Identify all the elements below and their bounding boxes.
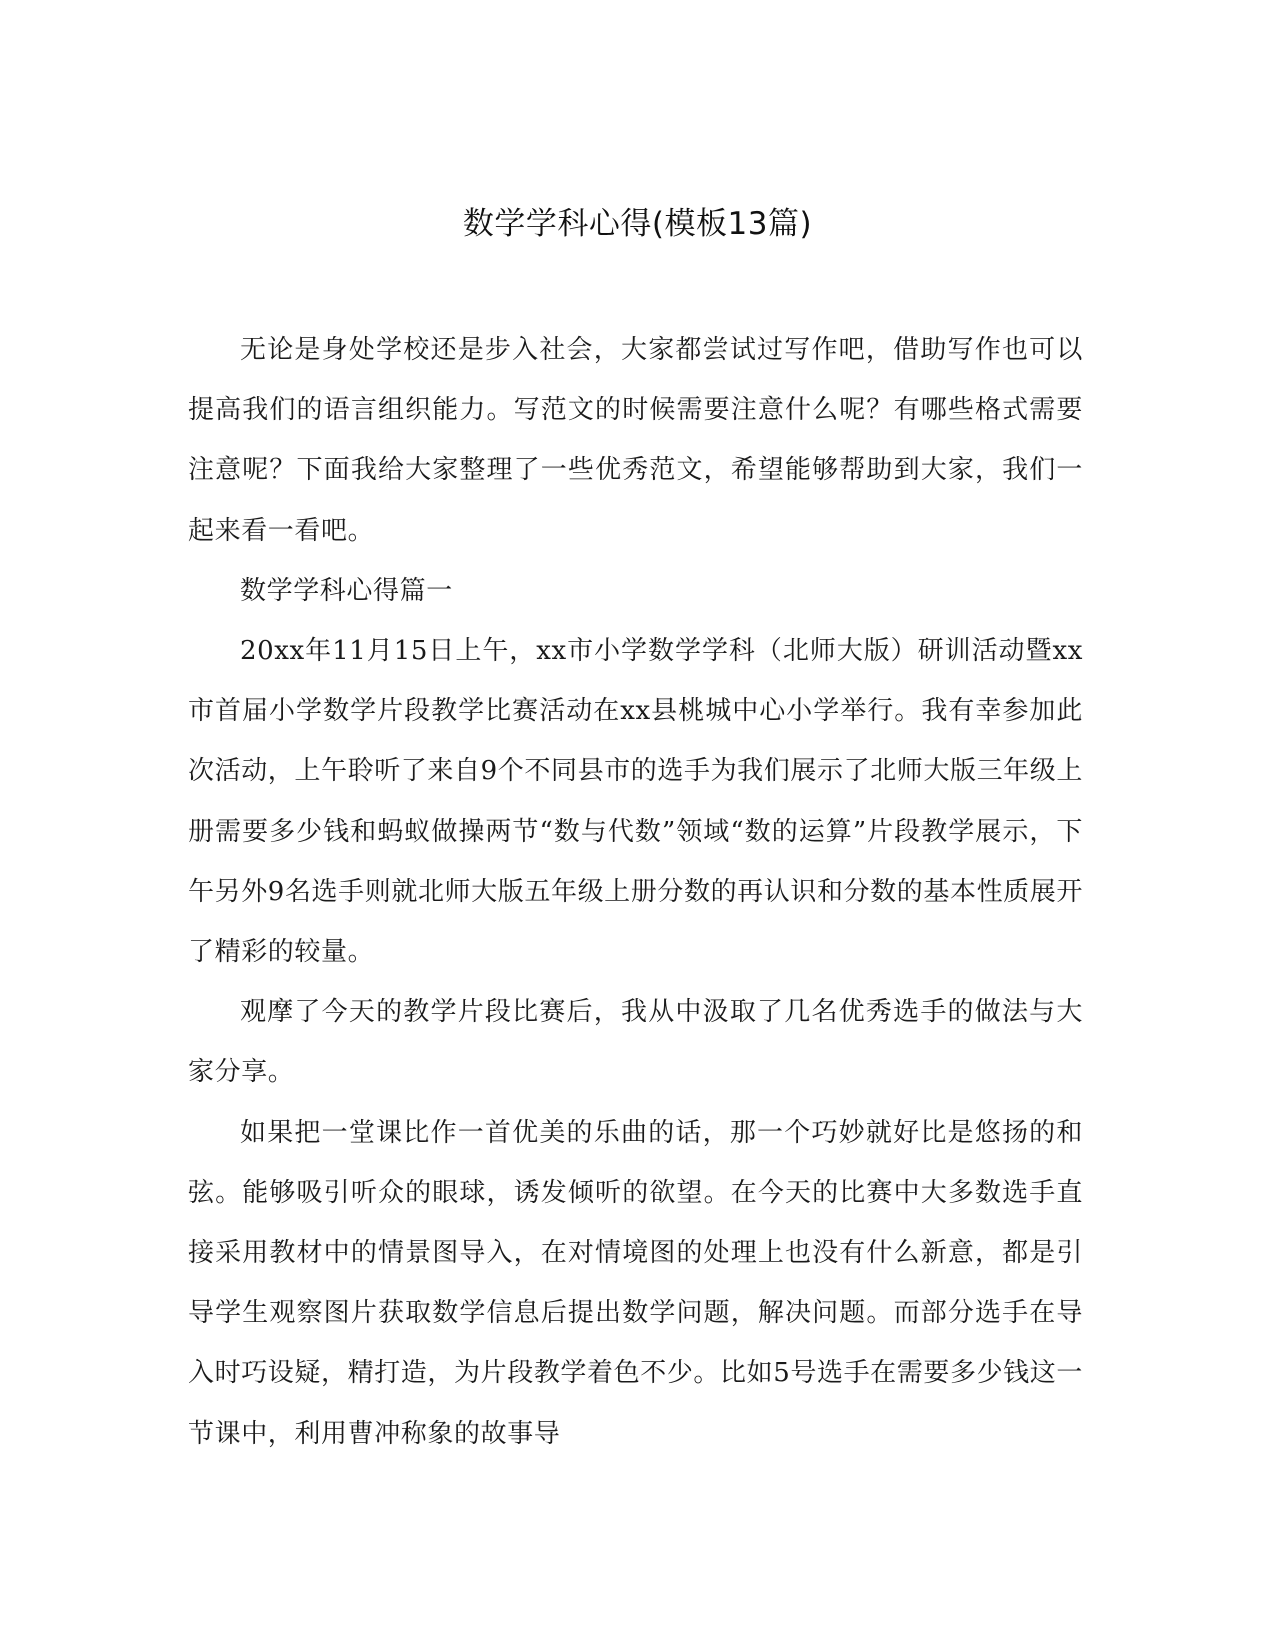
- intro-paragraph: 无论是身处学校还是步入社会，大家都尝试过写作吧，借助写作也可以提高我们的语言组织能力。写范文的时候需要注意什么呢？有哪些格式需要注意呢？下面我给大家整理了一些优秀范文，希望能够帮助到大家，我们一起来看一看吧。: [188, 335, 1083, 546]
- body-paragraph: 观摩了今天的教学片段比赛后，我从中汲取了几名优秀选手的做法与大家分享。: [188, 997, 1083, 1088]
- document-body: [188, 320, 1083, 1464]
- body-paragraph: 20xx年11月15日上午，xx市小学数学学科（北师大版）研训活动暨xx市首届小学数学片段教学比赛活动在xx县桃城中心小学举行。我有幸参加此次活动，上午聆听了来自9个不同县市的选手为我们展示了北师大版三年级上册需要多少钱和蚂蚁做操两节“数与代数”领域“数的运算”片段教学展示，下午另外9名选手则就北师大版五年级上册分数的再认识和分数的基本性质展开了精彩的较量。: [188, 636, 1083, 968]
- section-heading: 数学学科心得篇一: [240, 575, 453, 606]
- body-paragraph: 如果把一堂课比作一首优美的乐曲的话，那一个巧妙就好比是悠扬的和弦。能够吸引听众的眼球，诱发倾听的欲望。在今天的比赛中大多数选手直接采用教材中的情景图导入，在对情境图的处理上也没有什么新意，都是引导学生观察图片获取数学信息后提出数学问题，解决问题。而部分选手在导入时巧设疑，精打造，为片段教学着色不少。比如5号选手在需要多少钱这一节课中，利用曹冲称象的故事导: [188, 1117, 1083, 1449]
- document-title: 数学学科心得(模板13篇): [462, 206, 813, 242]
